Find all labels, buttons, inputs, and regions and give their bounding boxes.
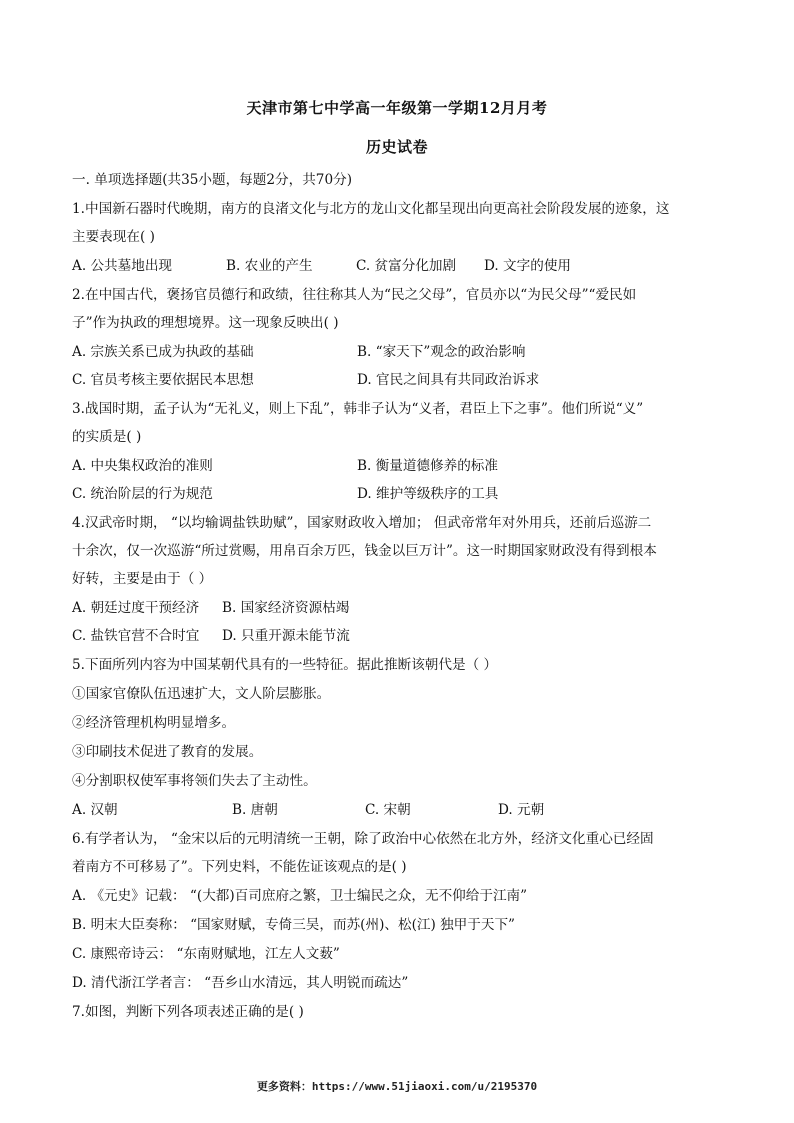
question-4-option-b: B. 国家经济资源枯竭	[222, 600, 350, 616]
question-1-option-b: B. 农业的产生	[226, 258, 313, 274]
question-2-stem-line-1: 2.在中国古代，褒扬官员德行和政绩，往往称其人为“民之父母”，官员亦以“为民父母”“爱民如	[72, 287, 637, 303]
question-5-option-c: C. 宋朝	[365, 802, 411, 818]
question-1-stem-line-1: 1.中国新石器时代晚期，南方的良渚文化与北方的龙山文化都呈现出向更高社会阶段发展的迹象，这	[72, 201, 670, 217]
question-6-stem-line-2: 着南方不可移易了”。下列史料，不能佐证该观点的是( )	[72, 859, 407, 875]
section-heading: 一. 单项选择题(共35小题，每题2分，共70分)	[72, 172, 352, 188]
question-5-option-d: D. 元朝	[498, 802, 545, 818]
question-2-option-b: B. “家天下”观念的政治影响	[357, 344, 526, 360]
question-6-option-a: A. 《元史》记载： “(大都)百司庶府之繁，卫士编民之众，无不仰给于江南”	[72, 888, 528, 904]
question-3-option-c: C. 统治阶层的行为规范	[72, 486, 213, 502]
question-6-option-c: C. 康熙帝诗云： “东南财赋地，江左人文薮”	[72, 946, 340, 962]
question-4-option-d: D. 只重开源未能节流	[222, 628, 350, 644]
question-5-item-1: ①国家官僚队伍迅速扩大，文人阶层膨胀。	[72, 686, 331, 702]
question-4-option-a: A. 朝廷过度干预经济	[72, 600, 200, 616]
question-1-option-a: A. 公共墓地出现	[72, 258, 173, 274]
exam-title: 天津市第七中学高一年级第一学期12月月考	[246, 99, 548, 117]
question-6-option-b: B. 明末大臣奏称： “国家财赋，专倚三吴，而苏(州)、松(江) 独甲于天下”	[72, 917, 516, 933]
question-3-option-a: A. 中央集权政治的准则	[72, 458, 213, 474]
question-5-option-a: A. 汉朝	[72, 802, 118, 818]
footer-source-link[interactable]: 更多资料：https://www.51jiaoxi.com/u/2195370	[256, 1080, 538, 1093]
question-2-option-a: A. 宗族关系已成为执政的基础	[72, 344, 254, 360]
question-4-stem-line-1: 4.汉武帝时期， “以均输调盐铁助赋”，国家财政收入增加； 但武帝常年对外用兵，还前后巡游二	[72, 515, 652, 531]
question-5-item-4: ④分割职权使军事将领们失去了主动性。	[72, 773, 317, 789]
question-1-option-d: D. 文字的使用	[484, 258, 572, 274]
question-3-option-b: B. 衡量道德修养的标准	[357, 458, 498, 474]
question-3-stem-line-1: 3.战国时期，孟子认为“无礼义，则上下乱”，韩非子认为“义者，君臣上下之事”。他们所说“义”	[72, 401, 644, 417]
question-4-stem-line-3: 好转，主要是由于（ ）	[72, 571, 213, 587]
question-3-stem-line-2: 的实质是( )	[72, 429, 142, 445]
exam-subtitle: 历史试卷	[365, 138, 428, 156]
question-1-option-c: C. 贫富分化加剧	[356, 258, 457, 274]
question-6-option-d: D. 清代浙江学者言： “吾乡山水清远，其人明锐而疏达”	[72, 975, 409, 991]
question-3-option-d: D. 维护等级秩序的工具	[357, 486, 499, 502]
question-4-stem-line-2: 十余次，仅一次巡游“所过赏赐，用帛百余万匹，钱金以巨万计”。这一时期国家财政没有得到根本	[72, 543, 657, 559]
question-1-stem-line-2: 主要表现在( )	[72, 229, 155, 245]
question-6-stem-line-1: 6.有学者认为， “金宋以后的元明清统一王朝，除了政治中心依然在北方外，经济文化重心已经固	[72, 831, 654, 847]
question-5-stem: 5.下面所列内容为中国某朝代具有的一些特征。据此推断该朝代是（ ）	[72, 657, 498, 673]
question-2-option-c: C. 官员考核主要依据民本思想	[72, 372, 254, 388]
question-2-stem-line-2: 子”作为执政的理想境界。这一现象反映出( )	[72, 315, 339, 331]
question-5-item-2: ②经济管理机构明显增多。	[72, 715, 236, 731]
question-4-option-c: C. 盐铁官营不合时宜	[72, 628, 200, 644]
question-5-item-3: ③印刷技术促进了教育的发展。	[72, 744, 263, 760]
question-7-stem: 7.如图，判断下列各项表述正确的是( )	[72, 1004, 304, 1020]
question-5-option-b: B. 唐朝	[232, 802, 278, 818]
question-2-option-d: D. 官民之间具有共同政治诉求	[357, 372, 540, 388]
